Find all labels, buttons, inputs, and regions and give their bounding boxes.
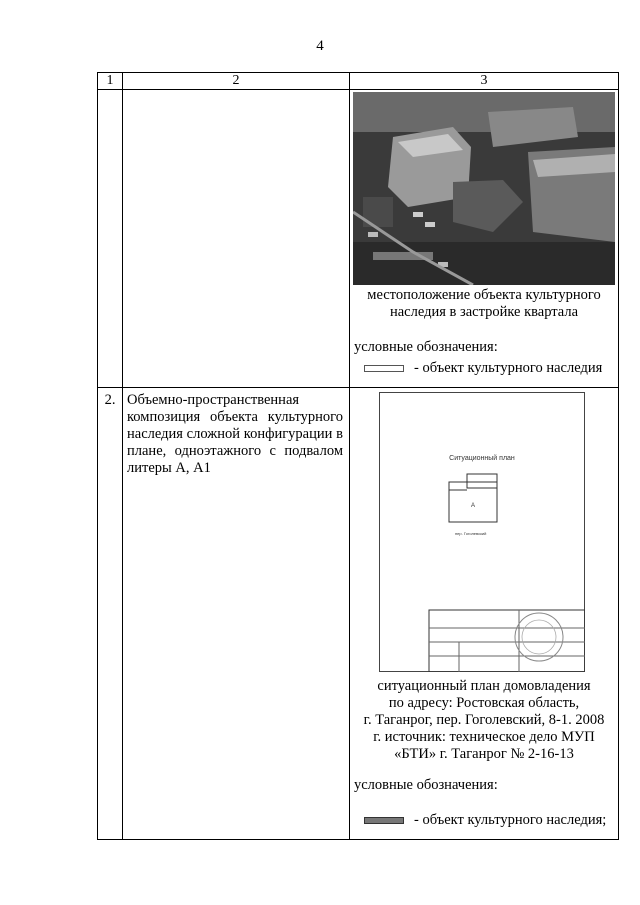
row2-number: 2. [98, 388, 123, 840]
legend-solid-swatch-icon [364, 817, 404, 824]
table-row-2 [98, 388, 619, 840]
heritage-table [97, 72, 619, 840]
plan-street: пер. Гоголевский [455, 531, 487, 536]
legend-outline-swatch-icon [364, 365, 404, 372]
caption-line: местоположение объекта культурного [367, 287, 601, 303]
row2-illustration-cell [350, 388, 619, 840]
table-header-row [98, 73, 619, 90]
situation-plan-drawing [379, 392, 585, 672]
table-row-1 [98, 90, 619, 388]
aerial-photo [353, 92, 615, 285]
legend-title: условные обозначения: [354, 339, 498, 355]
row2-caption [356, 678, 612, 763]
plan-title: Ситуационный план [449, 455, 515, 462]
caption-line: ситуационный план домовладения [377, 678, 591, 694]
caption-line: «БТИ» г. Таганрог № 2-16-13 [394, 746, 574, 762]
header-col-2: 2 [123, 73, 350, 90]
page-number: 4 [316, 38, 324, 54]
plan-letter: А [471, 503, 476, 509]
caption-line: по адресу: Ростовская область, [388, 695, 580, 711]
caption-line: наследия в застройке квартала [389, 304, 579, 320]
row1-number-cell [98, 90, 123, 388]
caption-line: г. источник: техническое дело МУП [373, 729, 595, 745]
row2-description: Объемно-пространственная композиция объекта культурного наследия сложной конфигурации в плане, одноэтажного с подвалом литеры А, А1 [123, 388, 350, 840]
header-col-3: 3 [350, 73, 619, 90]
legend-item-label: - объект культурного наследия [414, 360, 603, 376]
legend-item-label: - объект культурного наследия; [414, 812, 607, 828]
row1-caption [356, 287, 612, 321]
legend-title: условные обозначения: [354, 777, 498, 793]
caption-line: г. Таганрог, пер. Гоголевский, 8-1. 2008 [363, 712, 605, 728]
header-col-1: 1 [98, 73, 123, 90]
row1-illustration-cell [350, 90, 619, 388]
row1-description-cell [123, 90, 350, 388]
legend-row [358, 360, 618, 377]
legend-row [358, 812, 618, 829]
